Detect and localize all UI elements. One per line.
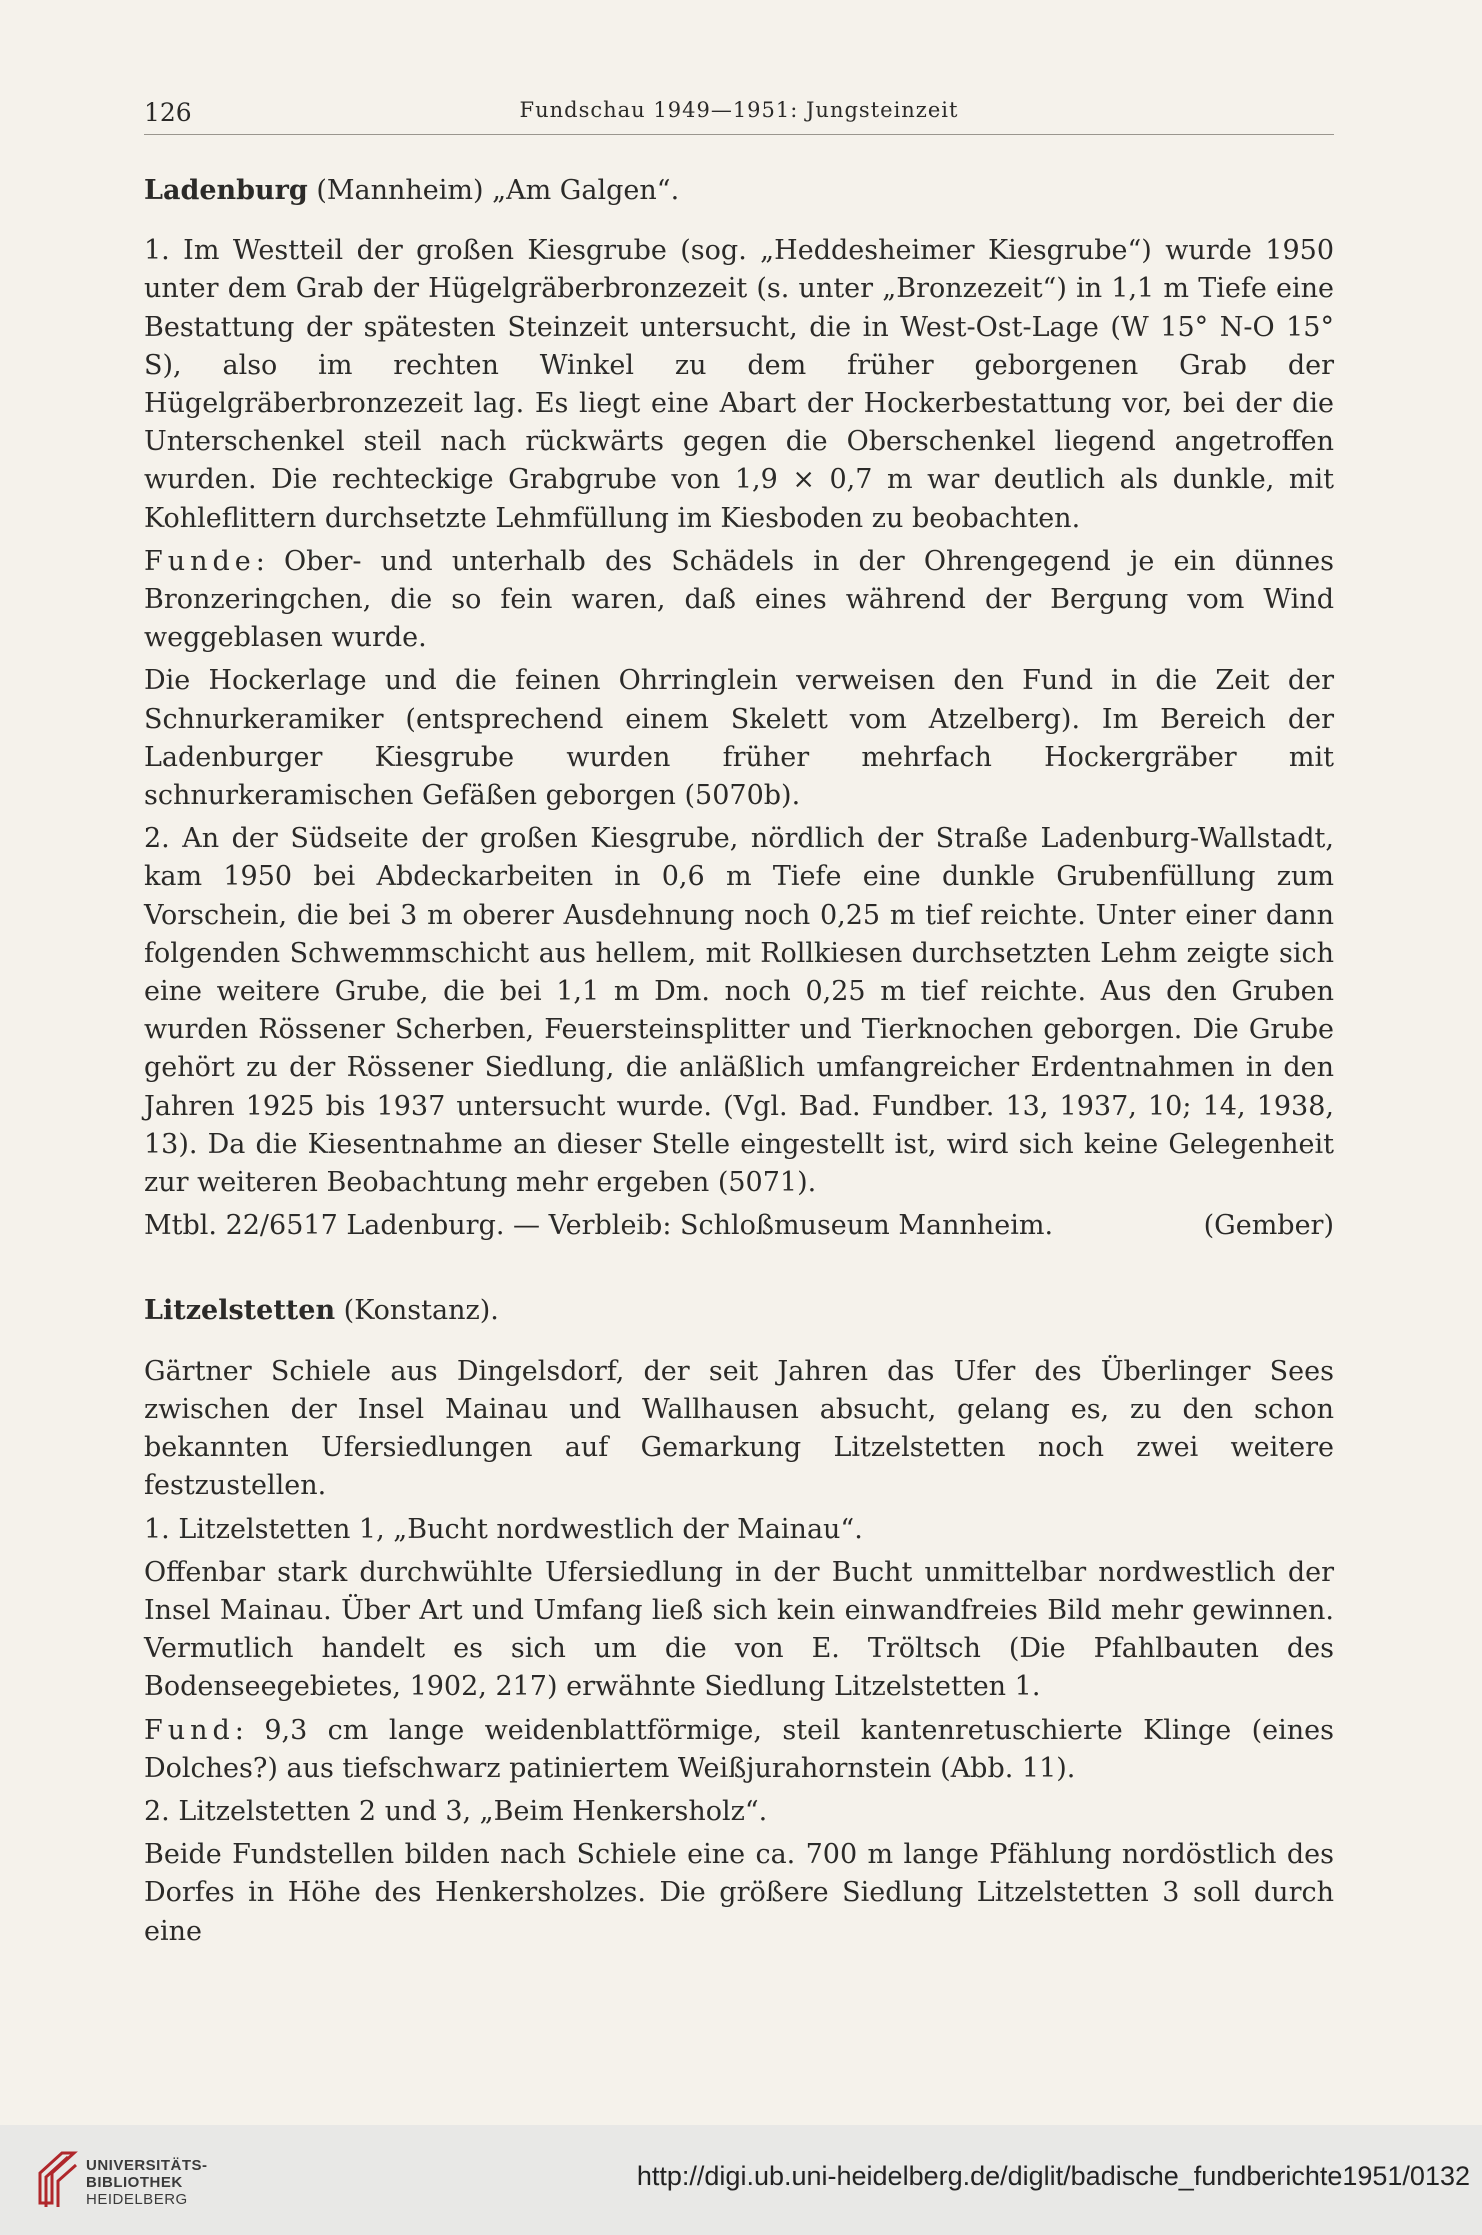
paragraph: 2. An der Südseite der großen Kiesgrube, nördlich der Straße Ladenburg-Wallstadt, kam 1950 bei Abdeckarbeiten in 0,6 m Tiefe eine dunkle Grubenfüllung zum Vorschein, die bei 3 m oberer Ausdehnung noch 0,25 m tief reichte. Unter einer dann folgenden Schwemmschicht aus hellem, mit Rollkiesen durchsetzten Lehm zeigte sich eine weitere Grube, die bei 1,1 m Dm. noch 0,25 m tief reichte. Aus den Gruben wurden Rössener Scherben, Feuersteinsplitter und Tierknochen geborgen. Die Grube gehört zu der Rössener Siedlung, die anläßlich umfangreicher Erdentnahmen in den Jahren 1925 bis 1937 untersucht wurde. (Vgl. Bad. Fundber. 13, 1937, 10; 14, 1938, 13). Da die Kiesentnahme an dieser Stelle eingestellt ist, wird sich keine Gelegenheit zur weiteren Beobachtung mehr ergeben (5071). xyxy=(144,823,1334,1199)
mtbl-reference: Mtbl. 22/6517 Ladenburg. — Verbleib: Schloßmuseum Mannheim. xyxy=(144,1210,1054,1242)
running-title: Fundschau 1949—1951: Jungsteinzeit xyxy=(519,98,959,122)
library-name-line: HEIDELBERG xyxy=(86,2191,188,2208)
paragraph: Offenbar stark durchwühlte Ufersiedlung in der Bucht unmittelbar nordwestlich der Insel Mainau. Über Art und Umfang ließ sich kein einwandfreies Bild mehr gewinnen. Vermutlich handelt es sich um die von E. Tröltsch (Die Pfahlbauten des Bodenseegebietes, 1902, 217) erwähnte Siedlung Litzelstetten 1. xyxy=(144,1556,1334,1703)
paragraph xyxy=(144,543,1334,658)
library-logo-icon xyxy=(32,2143,82,2213)
spaced-label: Fund xyxy=(144,1714,235,1746)
spaced-label: Funde xyxy=(144,545,256,577)
body-text xyxy=(144,172,1334,1956)
author-name: (Gember) xyxy=(1203,1210,1334,1242)
page-number: 126 xyxy=(144,98,192,127)
page-header xyxy=(144,92,1334,135)
paragraph: Beide Fundstellen bilden nach Schiele eine ca. 700 m lange Pfählung nordöstlich des Dorfes in Höhe des Henkersholzes. Die größere Siedlung Litzelstetten 3 soll durch eine xyxy=(144,1839,1334,1947)
library-footer xyxy=(0,2125,1482,2235)
heading-rest: (Konstanz). xyxy=(335,1295,499,1327)
paragraph: 1. Litzelstetten 1, „Bucht nordwestlich der Mainau“. xyxy=(144,1513,863,1545)
paragraph: 2. Litzelstetten 2 und 3, „Beim Henkersholz“. xyxy=(144,1795,768,1827)
paragraph: Die Hockerlage und die feinen Ohrringlein verweisen den Fund in die Zeit der Schnurkeramiker (entsprechend einem Skelett vom Atzelberg). Im Bereich der Ladenburger Kiesgrube wurden früher mehrfach Hockergräber mit schnurkeramischen Gefäßen geborgen (5070b). xyxy=(144,665,1334,812)
heading-place: Ladenburg xyxy=(144,175,308,206)
signature-line xyxy=(144,1207,1334,1245)
heading-rest: (Mannheim) „Am Galgen“. xyxy=(307,175,680,206)
permalink-url[interactable]: http://digi.ub.uni-heidelberg.de/diglit/badische_fundberichte1951/0132 xyxy=(636,2161,1470,2191)
library-name-line: UNIVERSITÄTS- xyxy=(86,2157,208,2174)
library-name xyxy=(86,2157,208,2208)
paragraph xyxy=(144,1712,1334,1788)
heading-place: Litzelstetten xyxy=(144,1295,336,1327)
section-heading-litzelstetten xyxy=(144,1292,1334,1330)
paragraph: Gärtner Schiele aus Dingelsdorf, der seit Jahren das Ufer des Überlinger Sees zwischen der Insel Mainau und Wallhausen absucht, gelang es, zu den schon bekannten Ufersiedlungen auf Gemarkung Litzelstetten noch zwei weitere festzustellen. xyxy=(144,1355,1334,1502)
paragraph-text: : 9,3 cm lange weidenblattförmige, steil kantenretuschierte Klinge (eines Dolches?) aus tiefschwarz patiniertem Weißjurahornstein (Abb. 11). xyxy=(144,1714,1334,1784)
paragraph: 1. Im Westteil der großen Kiesgrube (sog. „Heddesheimer Kiesgrube“) wurde 1950 unter dem Grab der Hügelgräberbronzezeit (s. unter „Bronzezeit“) in 1,1 m Tiefe eine Bestattung der spätesten Steinzeit untersucht, die in West-Ost-Lage (W 15° N-O 15° S), also im rechten Winkel zu dem früher geborgenen Grab der Hügelgräberbronzezeit lag. Es liegt eine Abart der Hockerbestattung vor, bei der die Unterschenkel steil nach rückwärts gegen die Oberschenkel liegend angetroffen wurden. Die rechteckige Grabgrube von 1,9 × 0,7 m war deutlich als dunkle, mit Kohleflittern durchsetzte Lehmfüllung im Kiesboden zu beobachten. xyxy=(144,235,1334,534)
section-heading-ladenburg xyxy=(144,172,1334,210)
library-name-line: BIBLIOTHEK xyxy=(86,2174,183,2191)
section-gap xyxy=(144,1250,1334,1292)
paragraph-text: : Ober- und unterhalb des Schädels in der Ohrengegend je ein dünnes Bronzeringchen, die so fein waren, daß eines während der Bergung vom Wind weggeblasen wurde. xyxy=(144,545,1334,654)
